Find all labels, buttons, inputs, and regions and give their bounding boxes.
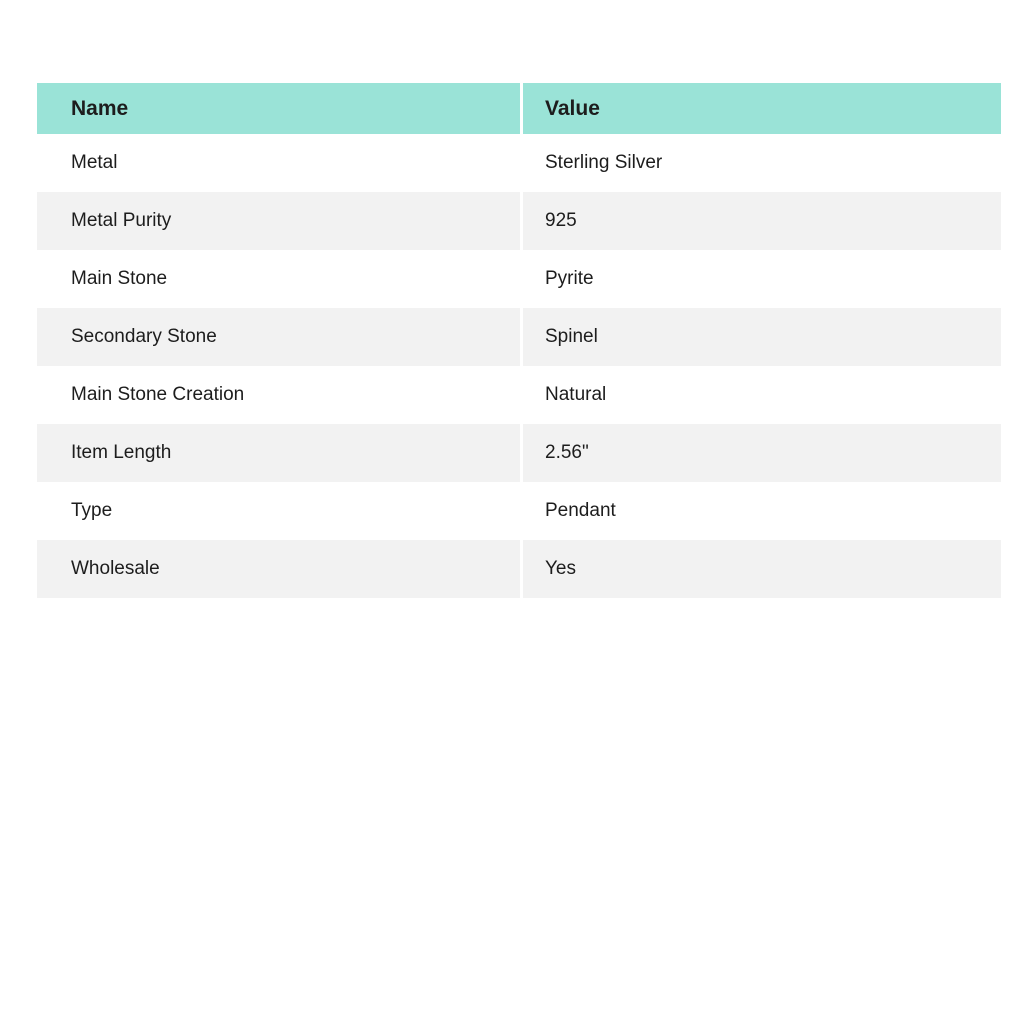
table-row — [37, 424, 1001, 482]
cell-attribute-value — [523, 540, 1001, 598]
attribute-name-text: Metal — [71, 152, 118, 173]
column-header-value-label: Value — [545, 96, 600, 120]
attribute-name-text: Metal Purity — [71, 210, 172, 231]
cell-attribute-value — [523, 134, 1001, 192]
attribute-value-text: 2.56" — [545, 442, 589, 463]
attribute-value-text: Pendant — [545, 500, 616, 521]
cell-attribute-value — [523, 308, 1001, 366]
table-row — [37, 192, 1001, 250]
table-row — [37, 250, 1001, 308]
attribute-name-text: Wholesale — [71, 558, 160, 579]
attribute-value-text: Pyrite — [545, 268, 594, 289]
table-row — [37, 482, 1001, 540]
attribute-value-text: 925 — [545, 210, 577, 231]
attribute-value-text: Natural — [545, 384, 607, 405]
cell-attribute-name — [37, 540, 523, 598]
table-row — [37, 134, 1001, 192]
cell-attribute-name — [37, 250, 523, 308]
cell-attribute-name — [37, 192, 523, 250]
attribute-name-text: Type — [71, 500, 113, 521]
cell-attribute-value — [523, 424, 1001, 482]
column-header-name-label: Name — [71, 96, 129, 120]
cell-attribute-name — [37, 308, 523, 366]
cell-attribute-value — [523, 250, 1001, 308]
product-spec-table — [37, 83, 1001, 598]
table-row — [37, 540, 1001, 598]
cell-attribute-value — [523, 366, 1001, 424]
attribute-name-text: Item Length — [71, 442, 172, 463]
table-row — [37, 308, 1001, 366]
table-header-row — [37, 83, 1001, 134]
attribute-value-text: Yes — [545, 558, 576, 579]
column-header-name — [37, 83, 523, 134]
attribute-value-text: Spinel — [545, 326, 598, 347]
cell-attribute-value — [523, 192, 1001, 250]
cell-attribute-value — [523, 482, 1001, 540]
attribute-name-text: Main Stone — [71, 268, 168, 289]
cell-attribute-name — [37, 424, 523, 482]
column-header-value — [523, 83, 1001, 134]
attribute-name-text: Secondary Stone — [71, 326, 217, 347]
attribute-value-text: Sterling Silver — [545, 152, 663, 173]
cell-attribute-name — [37, 482, 523, 540]
table-row — [37, 366, 1001, 424]
attribute-name-text: Main Stone Creation — [71, 384, 245, 405]
cell-attribute-name — [37, 366, 523, 424]
cell-attribute-name — [37, 134, 523, 192]
